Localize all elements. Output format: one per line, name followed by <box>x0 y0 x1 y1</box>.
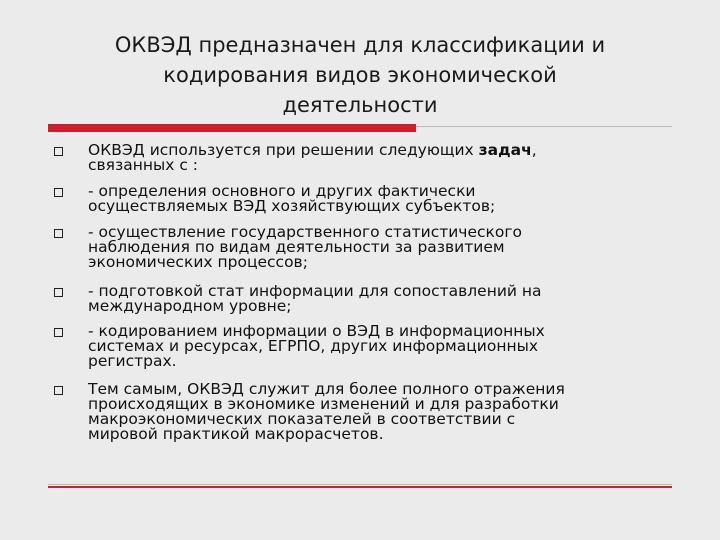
item-line: макроэкономических показателей в соответствии с <box>88 410 516 428</box>
hollow-square-bullet-icon <box>54 188 63 197</box>
hollow-square-bullet-icon <box>54 229 63 238</box>
bold-word: задач <box>478 141 532 159</box>
footer-accent-line <box>48 486 672 488</box>
title-line: деятельности <box>282 93 438 117</box>
item-line: - кодированием информации о ВЭД в информационных <box>88 322 545 340</box>
title-line: кодирования видов экономической <box>163 63 557 87</box>
item-line: международном уровне; <box>88 297 292 315</box>
slide-title <box>70 30 650 120</box>
list-item <box>88 382 688 442</box>
hollow-square-bullet-icon <box>54 386 63 395</box>
item-line: - подготовкой стат информации для сопоставлений на <box>88 282 542 300</box>
item-line: осуществляемых ВЭД хозяйствующих субъектов; <box>88 197 496 215</box>
list-item <box>88 225 688 270</box>
item-line: происходящих в экономике изменений и для разработки <box>88 395 559 413</box>
item-line: экономических процессов; <box>88 253 308 271</box>
list-item <box>88 143 688 173</box>
item-line: Тем самым, ОКВЭД служит для более полного отражения <box>88 380 565 398</box>
footer-divider <box>48 484 672 485</box>
list-item <box>88 324 688 369</box>
hollow-square-bullet-icon <box>54 288 63 297</box>
item-line: - определения основного и других фактически <box>88 182 476 200</box>
list-item <box>88 184 688 214</box>
item-line: наблюдения по видам деятельности за развитием <box>88 238 505 256</box>
item-line: мировой практикой макрорасчетов. <box>88 425 384 443</box>
hollow-square-bullet-icon <box>54 328 63 337</box>
list-item <box>88 284 688 314</box>
item-line: ОКВЭД используется при решении следующих задач, <box>88 141 537 159</box>
title-line: ОКВЭД предназначен для классификации и <box>114 33 606 57</box>
title-accent-bar <box>48 124 416 132</box>
item-line: связанных с : <box>88 156 198 174</box>
item-line: регистрах. <box>88 352 177 370</box>
item-line: - осуществление государственного статистического <box>88 223 522 241</box>
hollow-square-bullet-icon <box>54 147 63 156</box>
item-line: системах и ресурсах, ЕГРПО, других информационных <box>88 337 539 355</box>
